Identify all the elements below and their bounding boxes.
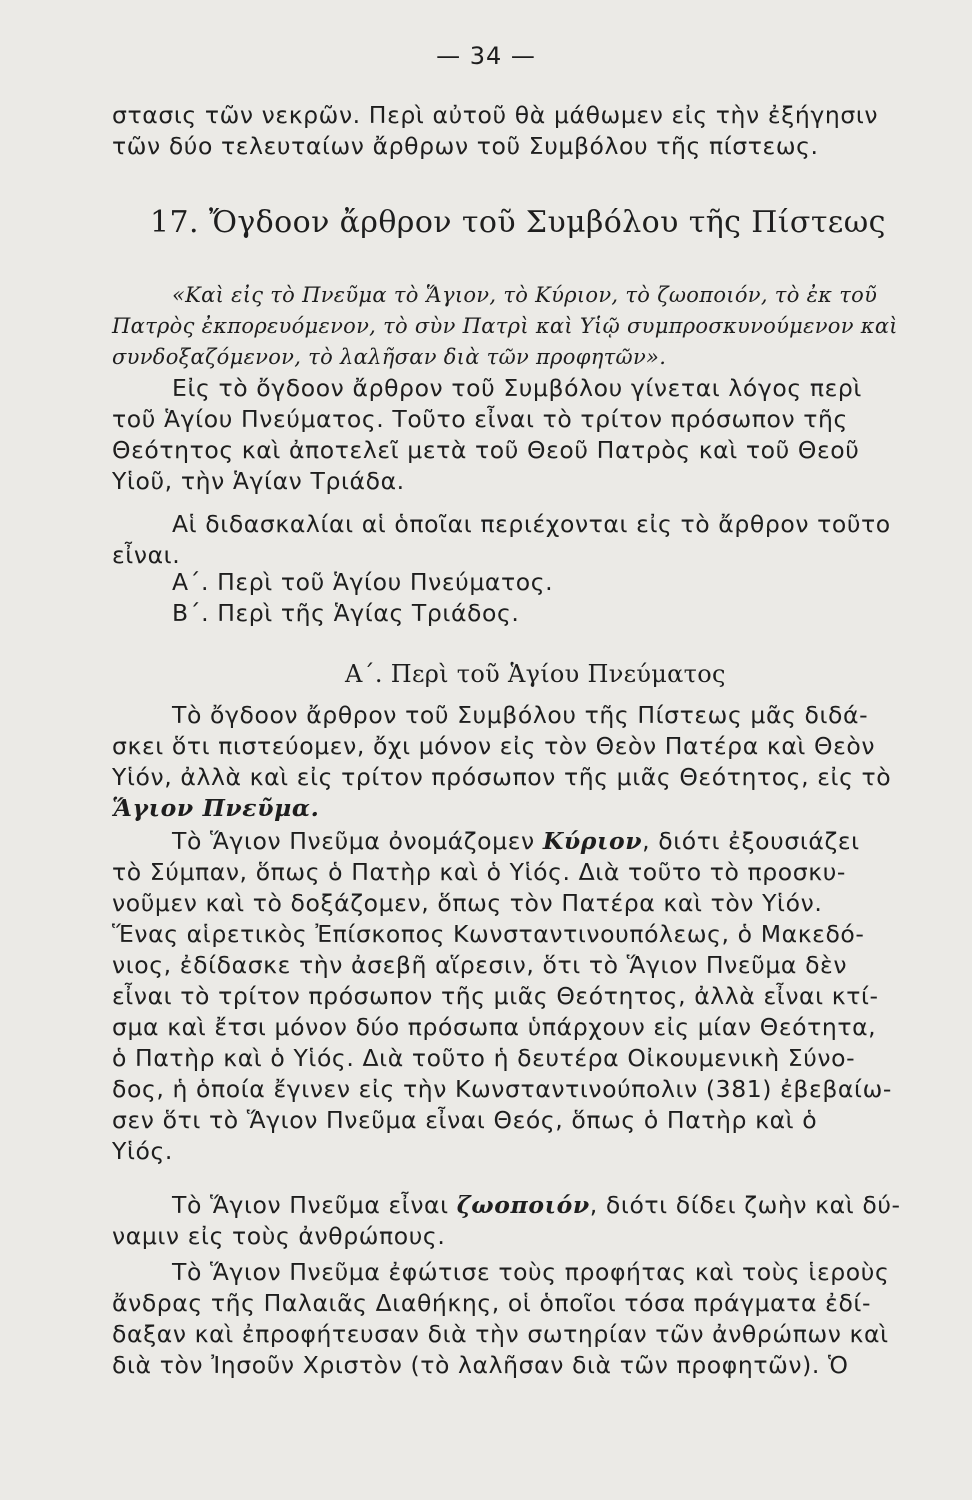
text-line: ναμιν εἰς τοὺς ἀνθρώπους. bbox=[112, 1222, 446, 1250]
text-line: νιος, ἐδίδασκε τὴν ἀσεβῆ αἵρεσιν, ὅτι τὸ Ἅγιον Πνεῦμα δὲν bbox=[112, 951, 848, 979]
text-fragment: Τὸ Ἅγιον Πνεῦμα εἶναι bbox=[172, 1191, 457, 1219]
text-line: Υἱός. bbox=[112, 1137, 173, 1165]
quote-line: Πατρὸς ἐκπορευόμενον, τὸ σὺν Πατρὶ καὶ Υἱῷ συμπροσκυνούμενον καὶ bbox=[112, 314, 898, 338]
subsection-heading: Α΄. Περὶ τοῦ Ἁγίου Πνεύματος bbox=[345, 660, 726, 688]
text-line: νοῦμεν καὶ τὸ δοξάζομεν, ὅπως τὸν Πατέρα καὶ τὸν Υἱόν. bbox=[112, 889, 823, 917]
emphasized-text: Κύριον bbox=[542, 827, 643, 855]
text-line: Θεότητος καὶ ἀποτελεῖ μετὰ τοῦ Θεοῦ Πατρὸς καὶ τοῦ Θεοῦ bbox=[112, 436, 860, 464]
text-line: τὸ Σύμπαν, ὅπως ὁ Πατὴρ καὶ ὁ Υἱός. Διὰ τοῦτο τὸ προσκυ- bbox=[112, 858, 846, 886]
page-number: — 34 — bbox=[436, 42, 536, 70]
quote-line: συνδοξαζόμενον, τὸ λαλῆσαν διὰ τῶν προφητῶν». bbox=[112, 345, 667, 369]
text-fragment: Τὸ Ἅγιον Πνεῦμα ὀνομάζομεν bbox=[172, 827, 543, 855]
list-item: Α΄. Περὶ τοῦ Ἁγίου Πνεύματος. bbox=[172, 568, 554, 596]
paragraph-2 bbox=[112, 509, 932, 571]
emphasized-text: Ἅγιον Πνεῦμα. bbox=[112, 794, 320, 822]
text-line: ἄνδρας τῆς Παλαιᾶς Διαθήκης, οἱ ὁποῖοι τόσα πράγματα ἐδί- bbox=[112, 1289, 872, 1317]
text-line bbox=[112, 1190, 932, 1221]
list-item: Β΄. Περὶ τῆς Ἁγίας Τριάδος. bbox=[172, 599, 520, 627]
paragraph-6 bbox=[112, 1257, 932, 1381]
text-line: Αἱ διδασκαλίαι αἱ ὁποῖαι περιέχονται εἰς τὸ ἄρθρον τοῦτο bbox=[172, 510, 891, 538]
quote-line: «Καὶ εἰς τὸ Πνεῦμα τὸ Ἅγιον, τὸ Κύριον, τὸ ζωοποιόν, τὸ ἐκ τοῦ bbox=[172, 283, 878, 307]
paragraph-4 bbox=[112, 826, 932, 1167]
text-fragment: , διότι ἐξουσιάζει bbox=[642, 827, 860, 855]
text-line: διὰ τὸν Ἰησοῦν Χριστὸν (τὸ λαλῆσαν διὰ τῶν προφητῶν). Ὁ bbox=[112, 1351, 849, 1379]
text-line: σμα καὶ ἔτσι μόνον δύο πρόσωπα ὑπάρχουν εἰς μίαν Θεότητα, bbox=[112, 1013, 877, 1041]
text-line: Ἕνας αἱρετικὸς Ἐπίσκοπος Κωνσταντινουπόλεως, ὁ Μακεδό- bbox=[112, 920, 865, 948]
text-fragment: , διότι δίδει ζωὴν καὶ δύ- bbox=[589, 1191, 901, 1219]
text-line: εἶναι τὸ τρίτον πρόσωπον τῆς μιᾶς Θεότητος, ἀλλὰ εἶναι κτί- bbox=[112, 982, 879, 1010]
text-line: εἶναι. bbox=[112, 541, 181, 569]
text-line: δος, ἡ ὁποία ἔγινεν εἰς τὴν Κωνσταντινούπολιν (381) ἐβεβαίω- bbox=[112, 1075, 892, 1103]
text-line: σκει ὅτι πιστεύομεν, ὄχι μόνον εἰς τὸν Θεὸν Πατέρα καὶ Θεὸν bbox=[112, 732, 876, 760]
creed-quote bbox=[112, 280, 962, 373]
text-line: δαξαν καὶ ἐπροφήτευσαν διὰ τὴν σωτηρίαν τῶν ἀνθρώπων καὶ bbox=[112, 1320, 889, 1348]
paragraph-1 bbox=[112, 373, 932, 497]
text-line: σεν ὅτι τὸ Ἅγιον Πνεῦμα εἶναι Θεός, ὅπως ὁ Πατὴρ καὶ ὁ bbox=[112, 1106, 818, 1134]
text-line: Εἰς τὸ ὄγδοον ἄρθρον τοῦ Συμβόλου γίνεται λόγος περὶ bbox=[172, 374, 862, 402]
text-line: Τὸ ὄγδοον ἄρθρον τοῦ Συμβόλου τῆς Πίστεως μᾶς διδά- bbox=[172, 701, 869, 729]
text-line: στασις τῶν νεκρῶν. Περὶ αὐτοῦ θὰ μάθωμεν εἰς τὴν ἐξήγησιν bbox=[112, 101, 879, 129]
emphasized-text: ζωοποιόν bbox=[456, 1191, 590, 1219]
text-line: τοῦ Ἁγίου Πνεύματος. Τοῦτο εἶναι τὸ τρίτον πρόσωπον τῆς bbox=[112, 405, 848, 433]
text-line: Υἱόν, ἀλλὰ καὶ εἰς τρίτον πρόσωπον τῆς μιᾶς Θεότητος, εἰς τὸ bbox=[112, 763, 892, 791]
intro-paragraph bbox=[112, 100, 932, 162]
text-line: τῶν δύο τελευταίων ἄρθρων τοῦ Συμβόλου τῆς πίστεως. bbox=[112, 132, 819, 160]
text-line bbox=[112, 826, 932, 857]
text-line: Τὸ Ἅγιον Πνεῦμα ἐφώτισε τοὺς προφήτας καὶ τοὺς ἱεροὺς bbox=[172, 1258, 890, 1286]
text-line: Υἱοῦ, τὴν Ἁγίαν Τριάδα. bbox=[112, 467, 405, 495]
contents-list bbox=[172, 567, 972, 629]
paragraph-5 bbox=[112, 1190, 932, 1252]
section-heading: 17. Ὄγδοον ἄρθρον τοῦ Συμβόλου τῆς Πίστεως bbox=[150, 205, 886, 240]
text-line: ὁ Πατὴρ καὶ ὁ Υἱός. Διὰ τοῦτο ἡ δευτέρα Οἰκουμενικὴ Σύνο- bbox=[112, 1044, 856, 1072]
paragraph-3 bbox=[112, 700, 932, 824]
